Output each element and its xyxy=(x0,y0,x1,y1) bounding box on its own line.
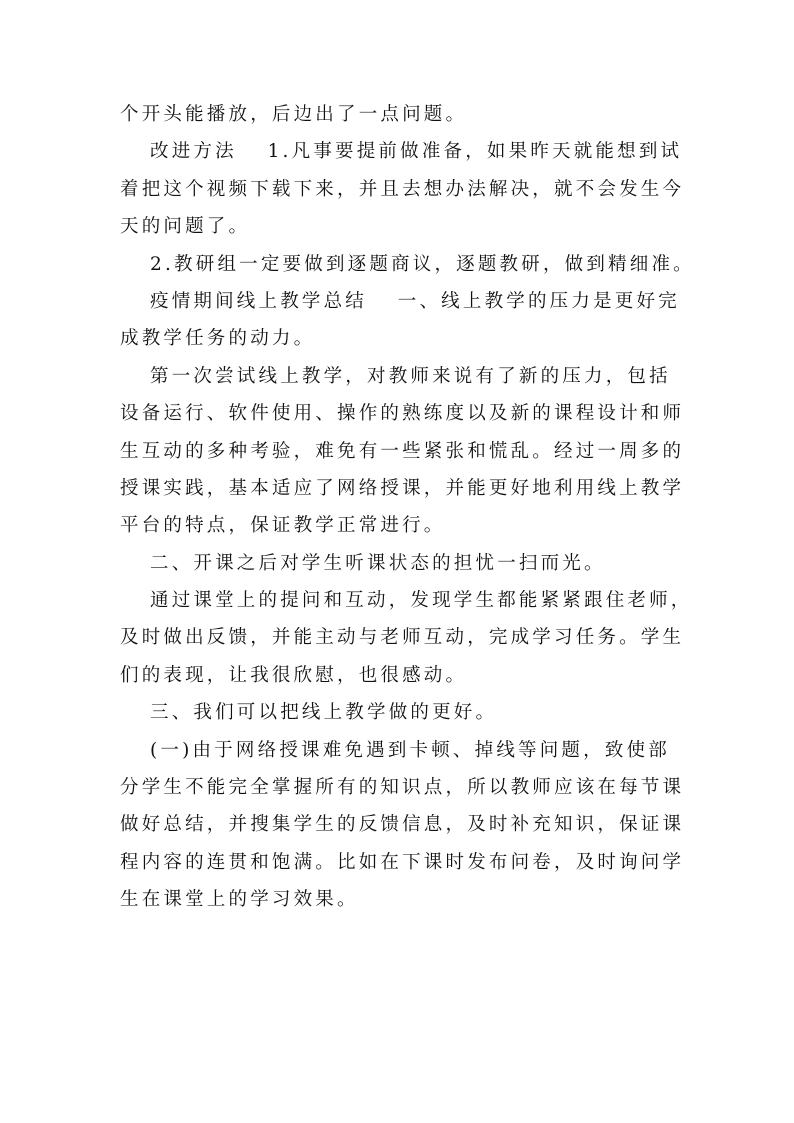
text-line: 设备运行、软件使用、操作的熟练度以及新的课程设计和师 xyxy=(120,403,685,425)
text-line: 改进方法 1.凡事要提前做准备，如果昨天就能想到试 xyxy=(150,141,683,163)
text-line: (一)由于网络授课难免遇到卡顿、掉线等问题，致使部 xyxy=(150,739,670,761)
text-line: 疫情期间线上教学总结 一、线上教学的压力是更好完 xyxy=(150,290,680,312)
text-line: 们的表现，让我很欣慰，也很感动。 xyxy=(120,664,468,686)
document-body xyxy=(120,96,695,919)
text-line: 通过课堂上的提问和互动，发现学生都能紧紧跟住老师， xyxy=(150,590,693,612)
text-line: 成教学任务的动力。 xyxy=(120,328,316,350)
text-line: 分学生不能完全掌握所有的知识点，所以教师应该在每节课 xyxy=(120,777,685,799)
text-line: 程内容的连贯和饱满。比如在下课时发布问卷，及时询问学 xyxy=(120,851,685,873)
text-line: 二、开课之后对学生听课状态的担忧一扫而光。 xyxy=(150,552,606,574)
text-line: 做好总结，并搜集学生的反馈信息，及时补充知识，保证课 xyxy=(120,814,685,836)
text-line: 着把这个视频下载下来，并且去想办法解决，就不会发生今 xyxy=(120,178,685,200)
text-line: 生互动的多种考验，难免有一些紧张和慌乱。经过一周多的 xyxy=(120,440,685,462)
text-line: 第一次尝试线上教学，对教师来说有了新的压力，包括 xyxy=(150,365,671,387)
text-line: 授课实践，基本适应了网络授课，并能更好地利用线上教学 xyxy=(120,477,685,499)
text-line: 及时做出反馈，并能主动与老师互动，完成学习任务。学生 xyxy=(120,627,685,649)
text-line: 天的问题了。 xyxy=(120,216,251,238)
text-line: 个开头能播放，后边出了一点问题。 xyxy=(120,104,468,125)
text-line: 三、我们可以把线上教学做的更好。 xyxy=(150,702,498,724)
text-line: 生在课堂上的学习效果。 xyxy=(120,889,359,911)
text-line: 2.教研组一定要做到逐题商议，逐题教研，做到精细准。 xyxy=(150,253,695,275)
text-line: 平台的特点，保证教学正常进行。 xyxy=(120,515,446,537)
